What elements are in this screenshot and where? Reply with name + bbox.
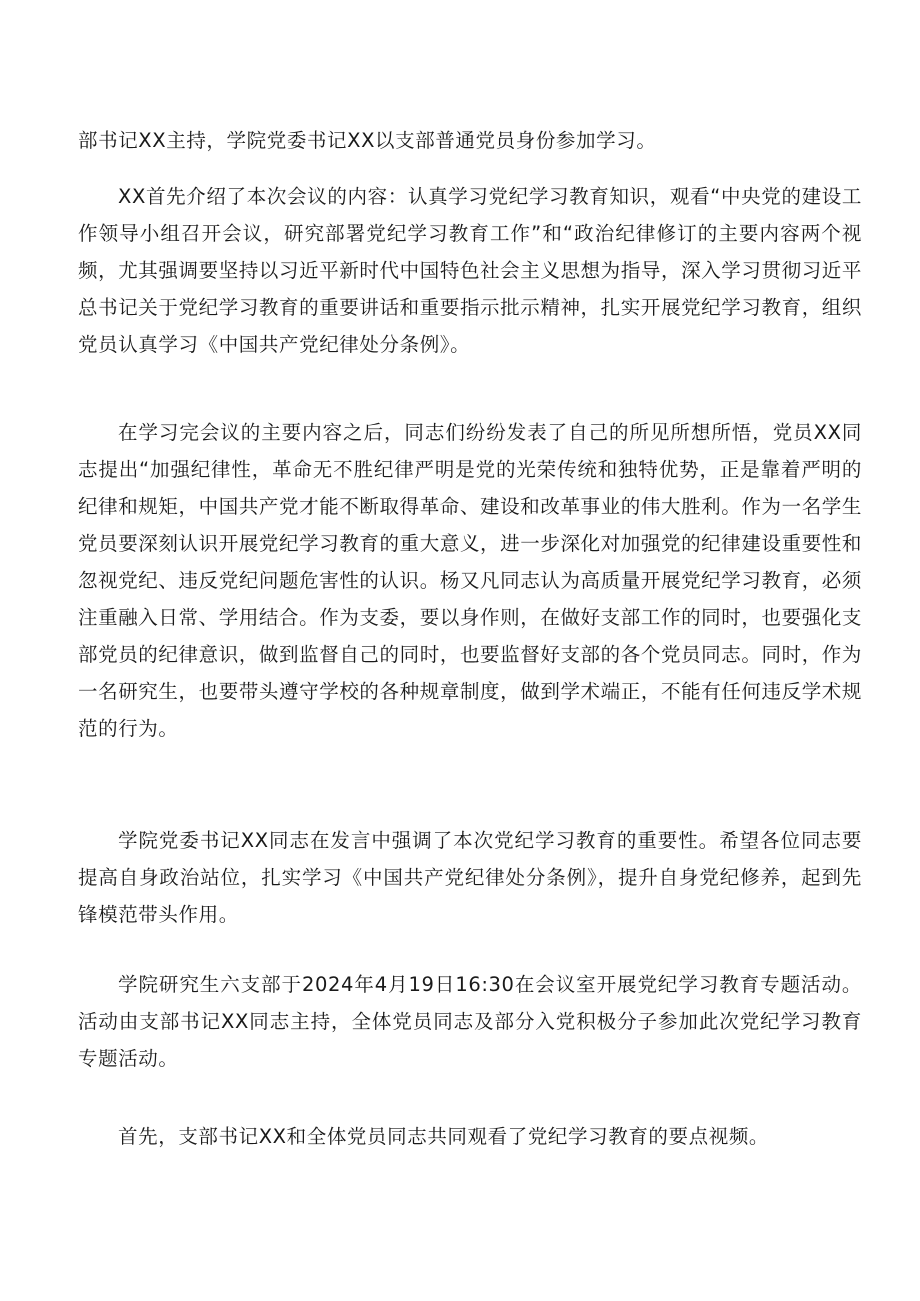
paragraph-continuation: 部书记XX主持，学院党委书记XX以支部普通党员身份参加学习。 <box>78 129 657 152</box>
paragraph-member-remarks: 在学习完会议的主要内容之后，同志们纷纷发表了自己的所见所想所悟，党员XX同志提出“加强纪律性，革命无不胜纪律严明是党的光荣传统和独特优势，正是靠着严明的纪律和规矩，中国共产党才能不断取得革命、建设和改革事业的伟大胜利。作为一名学生党员要深刻认识开展党纪学习教育的重大意义，进一步深化对加强党的纪律建设重要性和忽视党纪、违反党纪问题危害性的认识。杨又凡同志认为高质量开展党纪学习教育，必须注重融入日常、学用结合。作为支委，要以身作则，在做好支部工作的同时，也要强化支部党员的纪律意识，做到监督自己的同时，也要监督好支部的各个党员同志。同时，作为一名研究生，也要带头遵守学校的各种规章制度，做到学术端正，不能有任何违反学术规范的行为。 <box>78 421 862 740</box>
paragraph-secretary-speech: 学院党委书记XX同志在发言中强调了本次党纪学习教育的重要性。希望各位同志要提高自身政治站位，扎实学习《中国共产党纪律处分条例》，提升自身党纪修养，起到先锋模范带头作用。 <box>78 829 862 926</box>
paragraph-video-viewing: 首先，支部书记XX和全体党员同志共同观看了党纪学习教育的要点视频。 <box>118 1125 770 1148</box>
paragraph-activity-info: 学院研究生六支部于2024年4月19日16:30在会议室开展党纪学习教育专题活动。活动由支部书记XX同志主持，全体党员同志及部分入党积极分子参加此次党纪学习教育专题活动。 <box>78 973 862 1070</box>
paragraph-meeting-content: XX首先介绍了本次会议的内容：认真学习党纪学习教育知识，观看“中央党的建设工作领导小组召开会议，研究部署党纪学习教育工作”和“政治纪律修订的主要内容两个视频，尤其强调要坚持以习近平新时代中国特色社会主义思想为指导，深入学习贯彻习近平总书记关于党纪学习教育的重要讲话和重要指示批示精神，扎实开展党纪学习教育，组织党员认真学习《中国共产党纪律处分条例》。 <box>78 185 862 356</box>
